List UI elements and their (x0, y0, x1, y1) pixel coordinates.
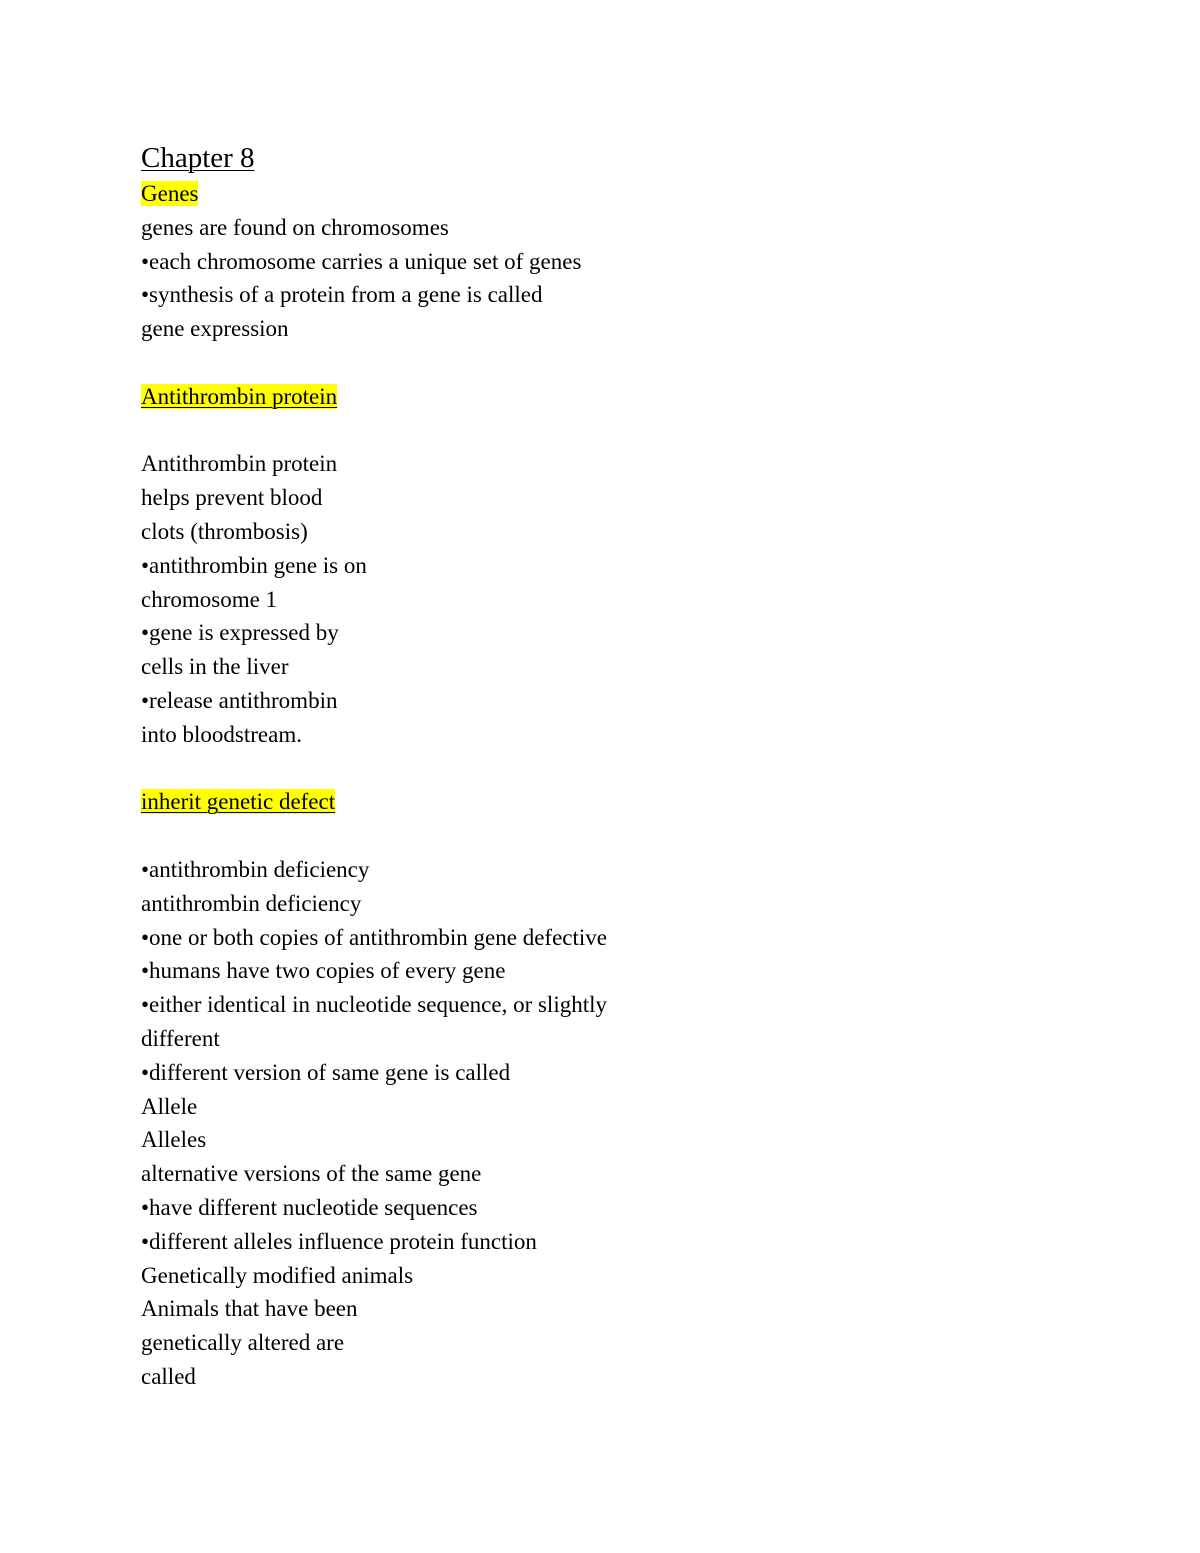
text-line: helps prevent blood (141, 485, 323, 511)
text-line: chromosome 1 (141, 586, 278, 612)
blank-line (141, 414, 1041, 448)
text-line: •have different nucleotide sequences (141, 1194, 478, 1220)
text-line: •one or both copies of antithrombin gene defective (141, 924, 607, 950)
text-line: alternative versions of the same gene (141, 1161, 482, 1187)
text-line: •either identical in nucleotide sequence, or slightly (141, 992, 607, 1018)
document-body (141, 139, 1041, 1394)
text-line: •antithrombin gene is on (141, 552, 367, 578)
text-line: •different version of same gene is called (141, 1059, 511, 1085)
text-line: genetically altered are (141, 1330, 345, 1356)
text-line: Genetically modified animals (141, 1262, 414, 1288)
section-heading-inherit: inherit genetic defect (141, 789, 336, 815)
text-line: clots (thrombosis) (141, 518, 308, 544)
text-line: •gene is expressed by (141, 620, 339, 646)
text-line: •antithrombin deficiency (141, 856, 370, 882)
text-line: called (141, 1363, 196, 1389)
text-line: cells in the liver (141, 654, 289, 680)
text-line: genes are found on chromosomes (141, 214, 449, 240)
blank-line (141, 752, 1041, 786)
text-line: different (141, 1025, 220, 1051)
section-heading-antithrombin: Antithrombin protein (141, 383, 338, 409)
text-line: •different alleles influence protein function (141, 1228, 537, 1254)
text-line: gene expression (141, 316, 289, 342)
text-line: •humans have two copies of every gene (141, 958, 506, 984)
page-title: Chapter 8 (141, 142, 255, 174)
text-line: Antithrombin protein (141, 451, 338, 477)
section-heading-genes: Genes (141, 181, 199, 206)
text-line: Alleles (141, 1127, 207, 1153)
text-line: •release antithrombin (141, 687, 338, 713)
blank-line (141, 819, 1041, 853)
text-line: Animals that have been (141, 1296, 358, 1322)
text-line: Allele (141, 1093, 198, 1119)
text-line: •each chromosome carries a unique set of genes (141, 248, 582, 274)
text-line: antithrombin deficiency (141, 890, 362, 916)
text-line: •synthesis of a protein from a gene is called (141, 282, 543, 308)
text-line: into bloodstream. (141, 721, 302, 747)
blank-line (141, 346, 1041, 380)
